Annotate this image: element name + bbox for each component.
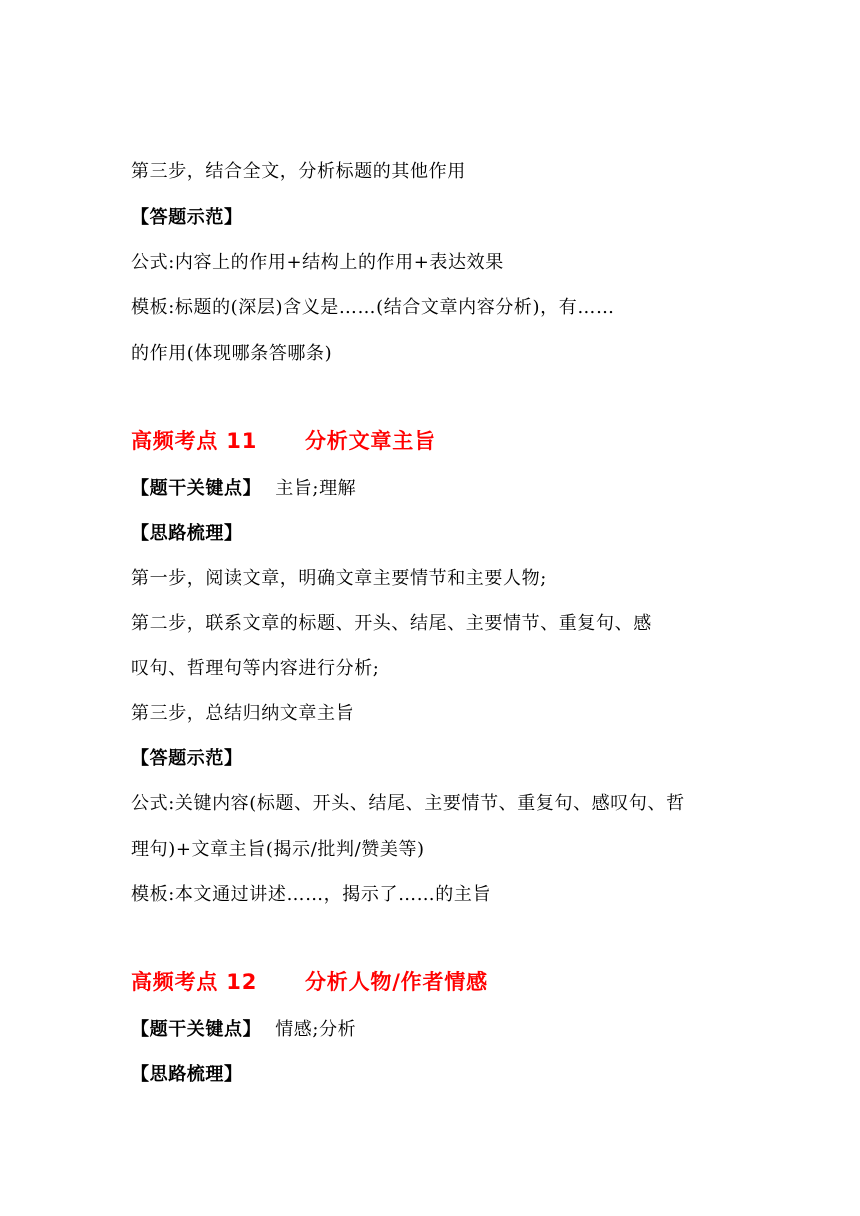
section10-template-line2: 的作用(体现哪条答哪条) <box>131 343 333 364</box>
section11-step3: 第三步，总结归纳文章主旨 <box>131 703 355 724</box>
section12-thinking-label: 【思路梳理】 <box>131 1064 243 1085</box>
section10-formula: 公式:内容上的作用+结构上的作用+表达效果 <box>131 252 504 273</box>
section11-formula-line1: 公式:关键内容(标题、开头、结尾、主要情节、重复句、感叹句、哲 <box>131 793 685 814</box>
section11-keypoint-value: 主旨;理解 <box>275 478 357 499</box>
section11-keypoint <box>131 477 356 501</box>
section11-step2-line2: 叹句、哲理句等内容进行分析; <box>131 658 380 679</box>
section11-answer-label: 【答题示范】 <box>131 748 243 769</box>
section11-keypoint-label: 【题干关键点】 <box>131 478 262 499</box>
section12-keypoint-value: 情感;分析 <box>275 1019 357 1040</box>
section10-step3: 第三步，结合全文，分析标题的其他作用 <box>131 161 466 182</box>
section11-heading-number: 高频考点 11 <box>131 429 258 453</box>
section12-heading-number: 高频考点 12 <box>131 970 258 994</box>
section10-template-line1: 模板:标题的(深层)含义是……(结合文章内容分析)，有…… <box>131 297 615 318</box>
section11-heading-title: 分析文章主旨 <box>305 429 436 453</box>
section12-keypoint-label: 【题干关键点】 <box>131 1019 262 1040</box>
section12-keypoint <box>131 1018 356 1042</box>
section10-answer-label: 【答题示范】 <box>131 207 243 228</box>
section11-template: 模板:本文通过讲述……，揭示了……的主旨 <box>131 884 492 905</box>
section11-step1: 第一步，阅读文章，明确文章主要情节和主要人物; <box>131 568 547 589</box>
section11-thinking-label: 【思路梳理】 <box>131 523 243 544</box>
section11-formula-line2: 理句)+文章主旨(揭示/批判/赞美等) <box>131 839 425 860</box>
section12-heading <box>131 968 488 996</box>
section12-heading-title: 分析人物/作者情感 <box>305 970 488 994</box>
section11-heading <box>131 427 436 455</box>
section11-step2-line1: 第二步，联系文章的标题、开头、结尾、主要情节、重复句、感 <box>131 613 652 634</box>
